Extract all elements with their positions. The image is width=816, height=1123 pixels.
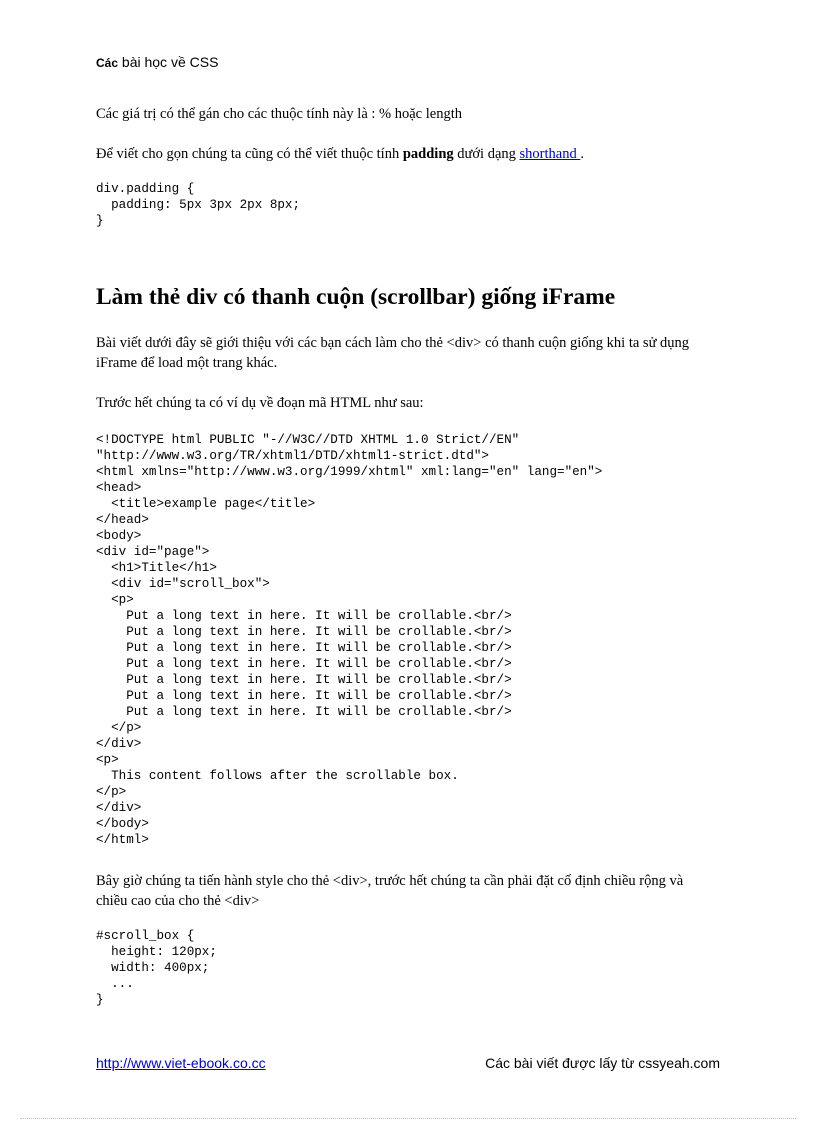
- code-block-html: <!DOCTYPE html PUBLIC "-//W3C//DTD XHTML 1.0 Strict//EN" "http://www.w3.org/TR/xhtml1/DTD/xhtml1-strict.dtd"> <html xmlns="http://www.w3.org/1999/xhtml" xml:lang="en" lang="en"> <head> <title>example page</title> </head> <body> <div id="page"> <h1>Title</h1> <div id="scroll_box"> <p> Put a long text in here. It will be crollable.<br/> Put a long text in here. It will be crollable.<br/> Put a long text in here. It will be crollable.<br/> Put a long text in here. It will be crollable.<br/> Put a long text in here. It will be crollable.<br/> Put a long text in here. It will be crollable.<br/> Put a long text in here. It will be crollable.<br/> </p> </div> <p> This content follows after the scrollable box. </p> </div> </body> </html>: [96, 433, 603, 847]
- section-heading: Làm thẻ div có thanh cuộn (scrollbar) giống iFrame: [96, 284, 616, 310]
- shorthand-link[interactable]: shorthand: [519, 146, 581, 162]
- header-title: bài học về CSS: [118, 54, 219, 70]
- shorthand-text-after: .: [580, 146, 584, 162]
- code-block-padding: div.padding { padding: 5px 3px 2px 8px; }: [96, 182, 301, 228]
- paragraph-style-intro: Bây giờ chúng ta tiến hành style cho thẻ <div>, trước hết chúng ta cần phải đặt cố định chiều rộng và chiều cao của cho thẻ <div>: [96, 873, 684, 909]
- padding-keyword: padding: [402, 146, 454, 162]
- page-header: [96, 54, 218, 70]
- shorthand-text-middle: dưới dạng: [453, 146, 520, 162]
- paragraph-intro: Bài viết dưới đây sẽ giới thiệu với các bạn cách làm cho thẻ <div> có thanh cuộn giống khi ta sử dụng iFrame để load một trang khác.: [96, 335, 690, 371]
- header-prefix: Các: [96, 56, 119, 70]
- code-block-css: #scroll_box { height: 120px; width: 400px; ... }: [96, 929, 217, 1007]
- shorthand-text-before: Để viết cho gọn chúng ta cũng có thể viết thuộc tính: [96, 146, 403, 162]
- footer-link[interactable]: http://www.viet-ebook.co.cc: [96, 1055, 266, 1071]
- footer-source: Các bài viết được lấy từ cssyeah.com: [485, 1055, 720, 1071]
- page-bottom-edge: [20, 1118, 796, 1119]
- paragraph-shorthand: [96, 144, 720, 164]
- paragraph-values: Các giá trị có thể gán cho các thuộc tính này là : % hoặc length: [96, 106, 462, 122]
- paragraph-example-intro: Trước hết chúng ta có ví dụ về đoạn mã HTML như sau:: [96, 395, 424, 411]
